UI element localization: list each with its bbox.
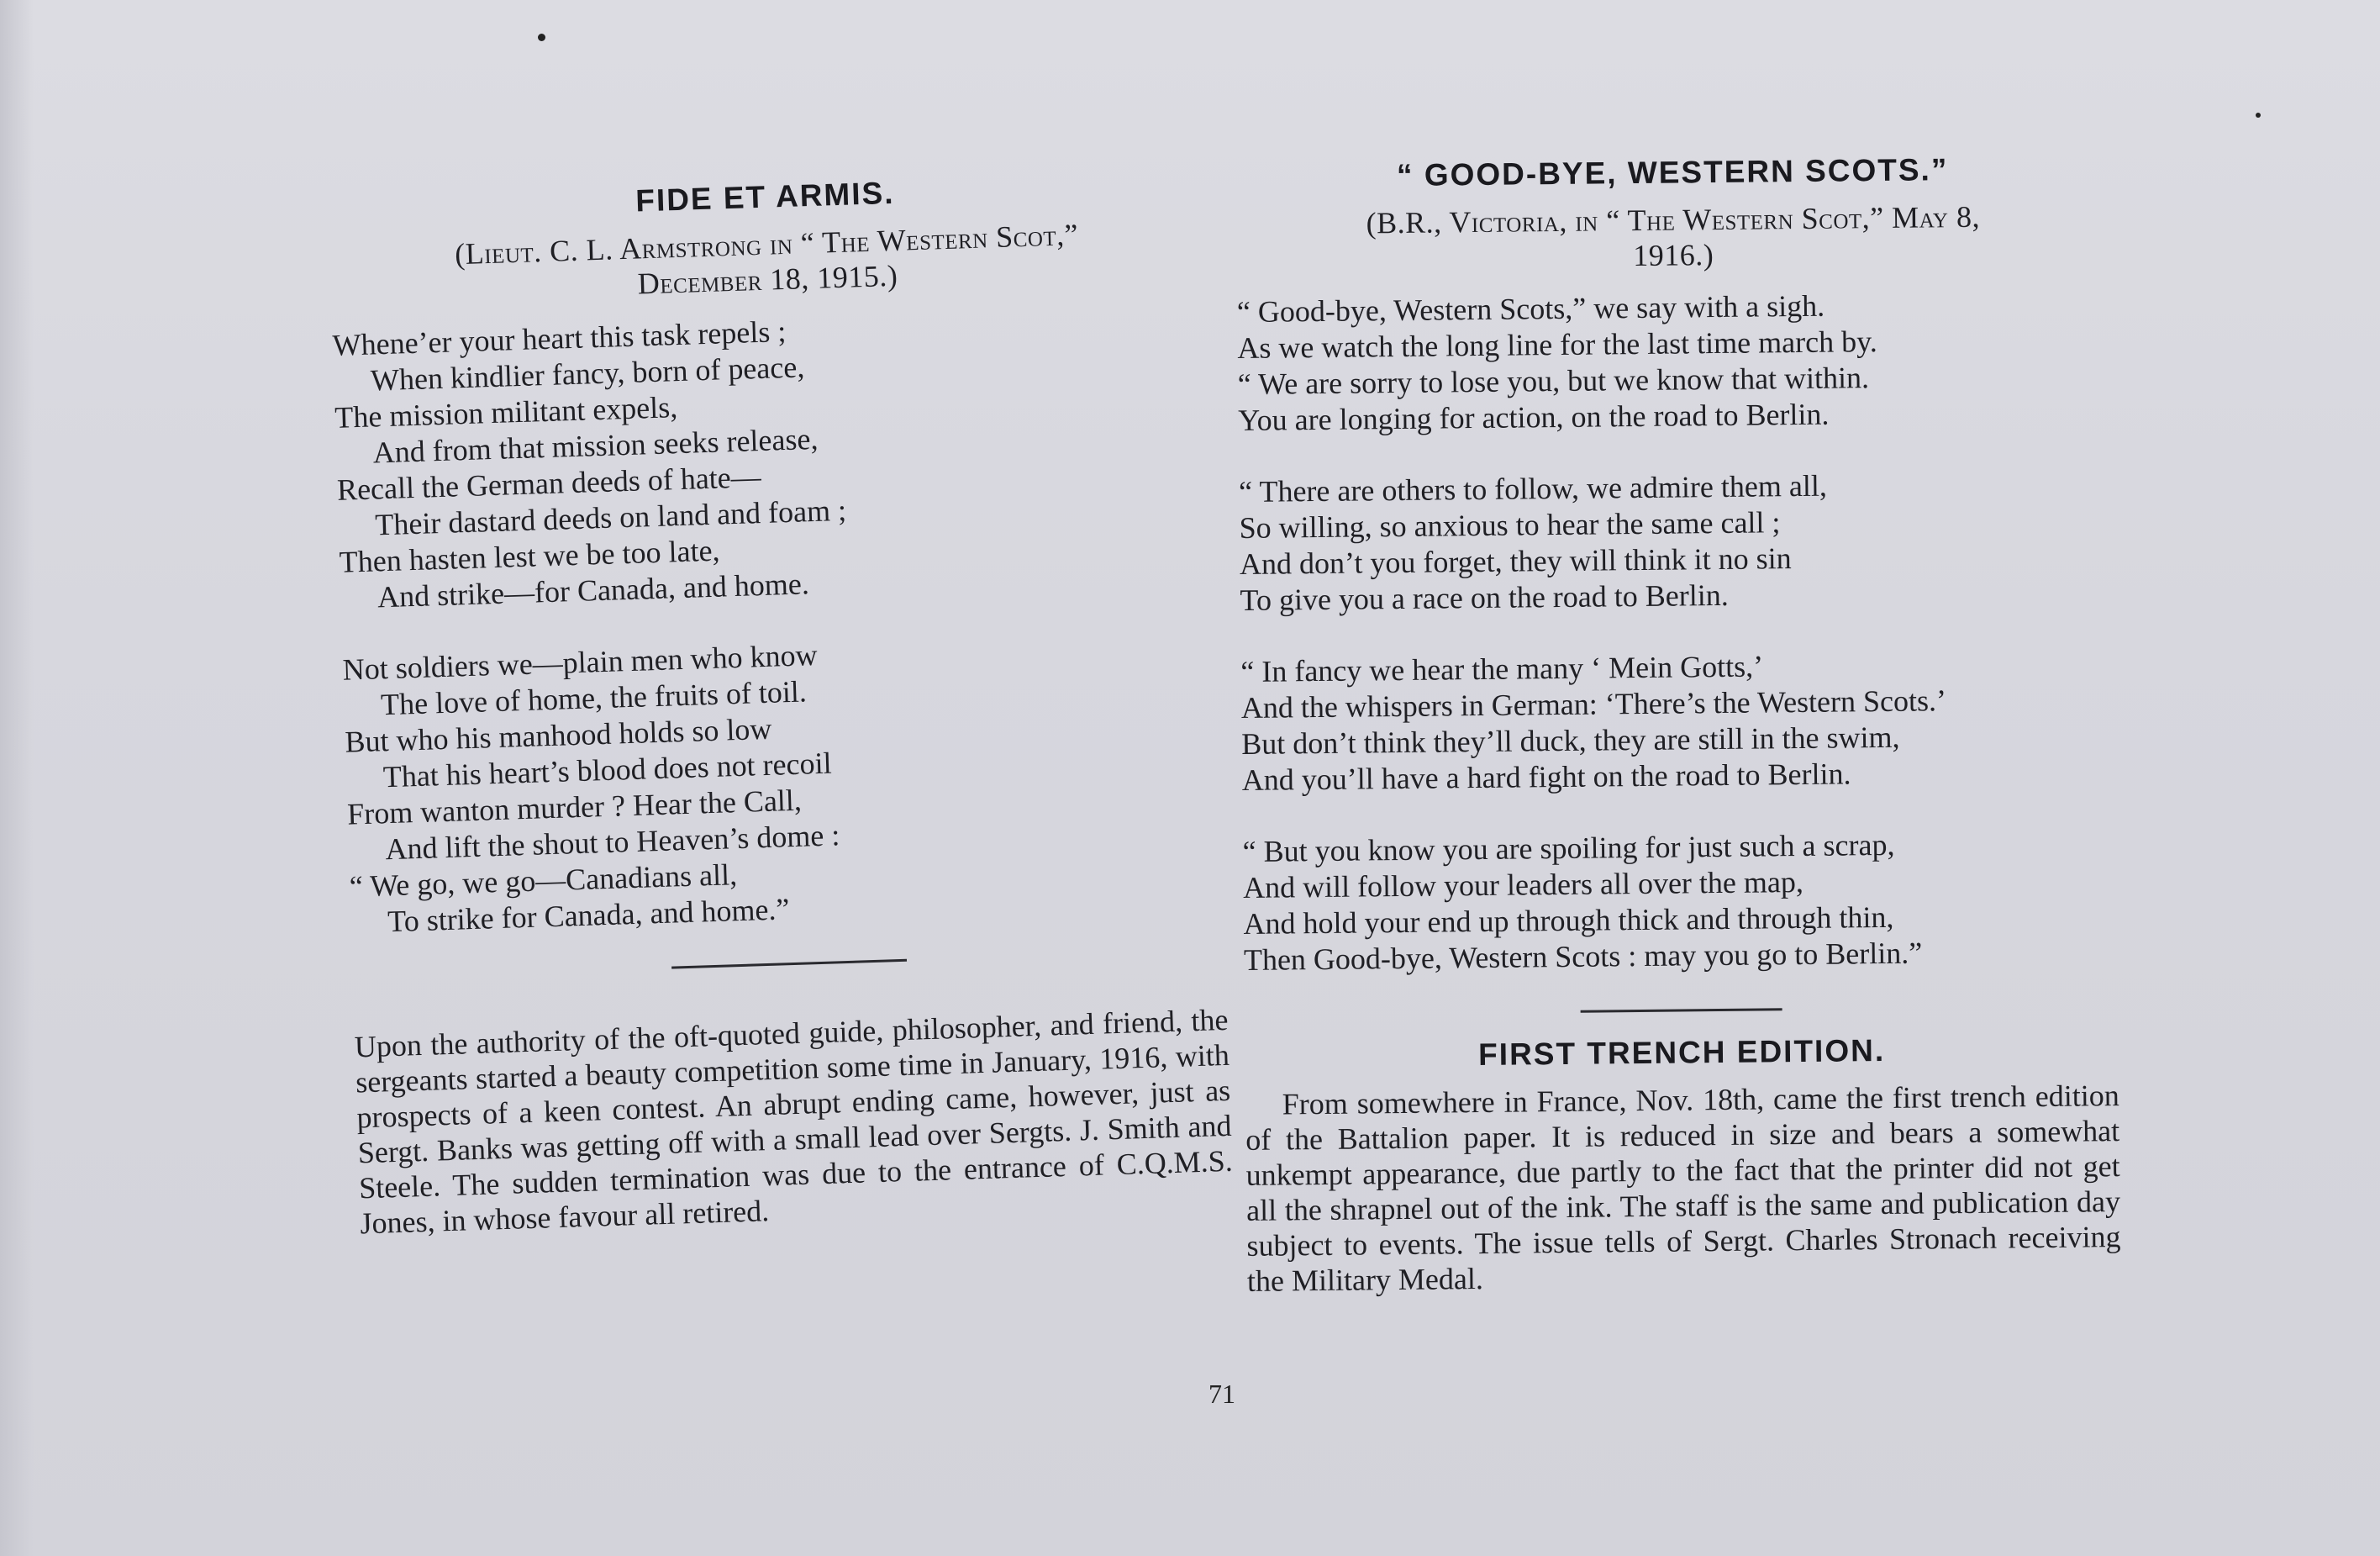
poem-attribution [1236, 198, 2111, 277]
poem-line: “ There are others to follow, we admire them all, [1238, 468, 1828, 509]
poem-line: “ We go, we go—Canadians all, [349, 857, 738, 904]
poem-line: Then hasten lest we be too late, [339, 533, 721, 579]
poem-line: When kindlier fancy, born of peace, [370, 350, 805, 398]
attribution-line: 1916.) [1633, 238, 1714, 273]
poem-line: And you’ll have a hard fight on the road to Berlin. [1241, 757, 1851, 797]
poem-line: And will follow your leaders all over the map, [1242, 864, 1804, 905]
poem-line: And hold your end up through thick and through thin, [1243, 899, 1894, 941]
poem-stanza [332, 300, 1214, 616]
poem-line: Whene’er your heart this task repels ; [332, 314, 787, 362]
poem-line: To strike for Canada, and home.” [387, 892, 790, 939]
poem-line: So willing, so anxious to hear the same call ; [1239, 505, 1781, 545]
poem-line: “ We are sorry to lose you, but we know that within. [1237, 361, 1870, 401]
poem-line: “ But you know you are spoiling for just such a scrap, [1242, 827, 1895, 868]
poem-line: To give you a race on the road to Berlin. [1240, 578, 1729, 617]
poem-line: And from that mission seeks release, [372, 421, 819, 470]
poem-line: And don’t you forget, they will think it no sin [1239, 541, 1792, 581]
attribution-line: December 18, 1915.) [637, 258, 898, 301]
ink-speck [538, 34, 545, 41]
page-edge-shadow [0, 0, 34, 1556]
poem-line: “ Good-bye, Western Scots,” we say with a sigh. [1236, 288, 1825, 329]
poem-line: Their dastard deeds on land and foam ; [374, 493, 847, 542]
poem-line: And lift the shout to Heaven’s dome : [384, 818, 840, 867]
poem-line: From wanton murder ? Hear the Call, [346, 783, 803, 831]
poem-line: Recall the German deeds of hate— [336, 459, 762, 507]
ink-speck [2256, 113, 2261, 118]
poem-line: You are longing for action, on the road to Berlin. [1238, 397, 1830, 437]
poem-line: Then Good-bye, Western Scots : may you go to Berlin.” [1243, 936, 1923, 977]
section-title-first-trench-edition: FIRST TRENCH EDITION. [1477, 1032, 1886, 1073]
poem-title-good-bye-western-scots: “ GOOD-BYE, WESTERN SCOTS.” [1396, 152, 1949, 193]
first-trench-edition-paragraph: From somewhere in France, Nov. 18th, came the first trench edition of the Battalion paper. It is reduced in size and bears a somewhat unkempt appearance, due partly to the fact that the printer did not get all the shrapnel out of the ink. The staff is the same and publication day subject to events. The issue tells of Sergt. Charles Stronach receiving the Military Medal. [1245, 1079, 2121, 1298]
attribution-line: (Lieut. C. L. Armstrong in “ The Western Scot,” [454, 217, 1079, 272]
poem-line: And the whispers in German: ‘There’s the Western Scots.’ [1240, 683, 1947, 725]
right-column [1235, 150, 2121, 1299]
poem-fide-et-armis [332, 300, 1224, 941]
poem-line: Not soldiers we—plain men who know [342, 637, 819, 687]
poem-line: “ In fancy we hear the many ‘ Mein Gotts,’ [1240, 649, 1764, 688]
poem-line: But who his manhood holds so low [344, 711, 772, 759]
poem-stanza [342, 625, 1224, 941]
poem-stanza [1240, 645, 2116, 799]
poem-attribution [329, 213, 1205, 311]
poem-line: The love of home, the fruits of toil. [380, 674, 808, 722]
poem-good-bye-western-scots [1237, 285, 2118, 978]
page-number: 71 [1208, 1379, 1235, 1409]
poem-title-fide-et-armis: FIDE ET ARMIS. [634, 175, 896, 219]
poem-line: And strike—for Canada, and home. [376, 567, 810, 614]
poem-stanza [1237, 285, 2113, 439]
poem-line: As we watch the long line for the last time march by. [1237, 324, 1877, 365]
poem-line: That his heart’s blood does not recoil [382, 746, 833, 794]
section-divider [1581, 1008, 1782, 1013]
left-column [328, 166, 1235, 1241]
attribution-line: (B.R., Victoria, in “ The Western Scot,” May 8, [1366, 199, 1981, 240]
poem-stanza [1242, 825, 2118, 978]
beauty-competition-paragraph: Upon the authority of the oft-quoted guide, philosopher, and friend, the sergeants started a beauty competition some time in January, 1916, with prospects of a keen contest. An abrupt ending came, however, just as Sergt. Banks was getting off with a small lead over Sergts. J. Smith and Steele. The sudden termination was due to the entrance of C.Q.M.S. Jones, in whose favour all retired. [354, 1002, 1234, 1241]
poem-stanza [1239, 465, 2114, 619]
section-divider [671, 959, 907, 969]
poem-line: But don’t think they’ll duck, they are still in the swim, [1241, 720, 1900, 761]
poem-line: The mission militant expels, [334, 390, 678, 435]
